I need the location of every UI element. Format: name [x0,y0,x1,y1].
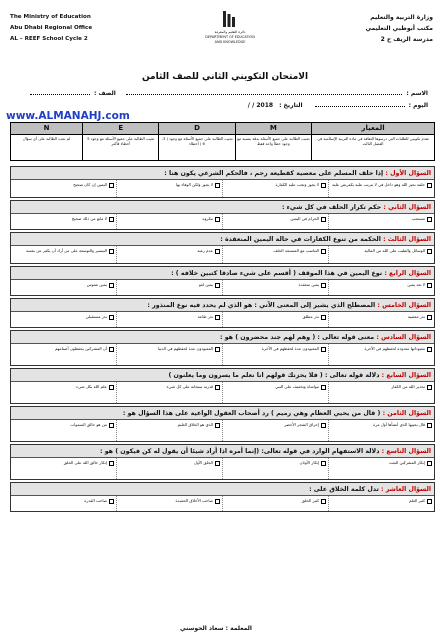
checkbox[interactable] [321,423,326,428]
option-text: إنكار الأوثان [299,460,319,465]
rubric-header: المعيار [312,123,435,135]
option-text: الحرام في اليمين [290,216,319,221]
option[interactable] [11,180,116,197]
question-header [11,299,434,312]
school-ar: مدرسة الريف ح 2 [380,36,433,43]
options-row [11,344,434,365]
option[interactable] [116,458,222,479]
option[interactable] [328,280,434,295]
checkbox[interactable] [427,249,432,254]
option-text: عدم رغبة [197,248,213,253]
question-header [11,483,434,496]
question-label: السؤال العاشر : [381,486,431,493]
question-text: دلالة قوله تعالى : ( فلا يحزنك قولهم انا نعلم ما يسرون وما يعلنون ) [168,372,380,379]
checkbox[interactable] [427,499,432,504]
question-text: نوع اليمين في هذا الموقف ( أقسم على شيء صادقا كتبين خلافه ) : [171,270,383,277]
question-text: المصطلح الذي يشير إلى المعنى الآتي : هو الذي لم يحدد فيه نوع المنذور : [147,302,376,309]
checkbox[interactable] [215,249,220,254]
question-label: السؤال الرابع : [384,270,431,277]
option-text: صاحب الأخلاق الحميدة [175,498,213,503]
option[interactable] [11,496,116,511]
checkbox[interactable] [109,423,114,428]
option-text: كثير العلم [408,498,425,503]
checkbox[interactable] [427,347,432,352]
option-text: الوسائل والطيب على الله من المالية [364,248,425,253]
exam-title: الامتحان التكويني الثاني للصف الثامن [141,72,309,82]
day-line[interactable] [315,102,405,107]
checkbox[interactable] [215,217,220,222]
question-9 [10,444,435,480]
rubric-cell: لم تجب الطالبة على أي سؤال [11,135,83,161]
rubric-header-row [11,123,435,135]
ministry-ar: وزارة التربية والتعليم [370,14,433,21]
option-text: اليمين إن كان صحيح [73,182,107,187]
checkbox[interactable] [109,283,114,288]
checkbox[interactable] [321,217,326,222]
ministry-en: The Ministry of Education [10,14,91,20]
checkbox[interactable] [427,183,432,188]
option[interactable] [222,420,328,441]
rubric-body-row [11,135,435,161]
teacher-name: المعلمة : سعاد الحوسني [180,625,252,632]
option-text: قال يحييها الذي أنشأها أول مرة [373,422,425,427]
option[interactable] [328,496,434,511]
option[interactable] [116,344,222,365]
logo-text-en2: AND KNOWLEDGE [214,40,246,44]
question-4 [10,266,435,296]
class-label: الصف : [94,90,116,97]
option-text: معبوداتها معدودة لحفظهم في الآخرة [364,346,425,351]
name-row [30,90,428,97]
option-text: يمين غموس [86,282,107,287]
options-row [11,214,434,229]
option-text: مواساة وتخفيف على النبي [275,384,319,389]
checkbox[interactable] [427,217,432,222]
rubric-cell: تجيب الطالبة على جميع الأسئلة مع وجود 5 أخطاء فأكثر [83,135,159,161]
option[interactable] [116,312,222,327]
checkbox[interactable] [321,315,326,320]
name-label: الاسم : [406,90,428,97]
options-row [11,382,434,403]
checkbox[interactable] [215,499,220,504]
checkbox[interactable] [109,385,114,390]
option-text: نذر مستقبلي [85,314,107,319]
checkbox[interactable] [215,385,220,390]
option[interactable] [222,312,328,327]
question-header [11,233,434,246]
question-10 [10,482,435,512]
option[interactable] [328,458,434,479]
option-text: التيسير والتوسعة على من أراد أن يكفر عن نفسه [26,248,107,253]
checkbox[interactable] [321,347,326,352]
option[interactable] [11,344,116,365]
options-row [11,180,434,197]
option[interactable] [116,420,222,441]
question-text: معنى قوله تعالى : ( وهم لهم جند محضرون ) هو : [220,334,375,341]
question-label: السؤال الثاني : [383,204,431,211]
option-text: المعبودون عدة لحفظهم في الدنيا [158,346,213,351]
question-8 [10,406,435,442]
option-text: إحراق الشجر الأخضر [284,422,319,427]
checkbox[interactable] [109,499,114,504]
option[interactable] [11,214,116,229]
logo-text-en1: DEPARTMENT OF EDUCATION [205,35,255,39]
option[interactable] [222,382,328,403]
office-en: Abu Dhabi Regional Office [10,25,93,31]
option-text: تحذير الله من الكفار [391,384,425,389]
date-label: التاريخ : [279,102,303,109]
option[interactable] [328,214,434,229]
watermark: www.ALMANAHJ.com [6,110,130,122]
option[interactable] [222,496,328,511]
date-value: / / 2018 [247,102,274,109]
checkbox[interactable] [215,315,220,320]
question-label: السؤال الأول : [385,170,431,177]
option[interactable] [328,420,434,441]
question-header [11,369,434,382]
question-label: السؤال السابع : [381,372,431,379]
logo-emblem-icon [222,10,236,28]
question-6 [10,330,435,366]
options-row [11,420,434,441]
question-1 [10,166,435,198]
option-text: لا يجوز ولكن الوفاء بها [175,182,213,187]
option[interactable] [11,280,116,295]
question-label: السؤال الثامن : [382,410,431,417]
option-text: نذر مطلق [302,314,319,319]
question-label: السؤال التاسع : [381,448,431,455]
office-ar: مكتب أبوظبي التعليمي [365,25,433,32]
checkbox[interactable] [427,315,432,320]
option[interactable] [222,246,328,263]
option-text: حلفه نجيز الله وهو داخل في لا يترتب عليه بكفرنص عليه [332,182,425,187]
rubric-cell: تقدم تكويني للطلبات التي درسوها الثقافة في مادة التربية الإسلامية في الفصل الثالث [312,135,435,161]
option-text: قدرته سبحانه على كل شيء [166,384,213,389]
rubric-header: M [235,123,311,135]
checkbox[interactable] [321,283,326,288]
rubric-cell: تجيب الطالبة على جميع الأسئلة مع وجود ( 3-6 ) أخطاء [159,135,235,161]
option-text: لا يجوز وتجب عليه الكفارة [275,182,319,187]
day-label: اليوم : [408,102,428,109]
options-row [11,496,434,511]
checkbox[interactable] [321,385,326,390]
logo-text-ar: دائرة التعليم والمعرفة [214,30,246,34]
option[interactable] [11,420,116,441]
checkbox[interactable] [109,217,114,222]
question-label: السؤال السادس : [376,334,431,341]
options-row [11,312,434,327]
question-header [11,445,434,458]
option-text: نذر معصية [407,314,425,319]
option-text: الخلق الأول [193,460,213,465]
option-text: أن المشركين يحفظون أصنامهم [54,346,107,351]
header-left [10,12,130,45]
option[interactable] [11,382,116,403]
school-en: AL – REEF School Cycle 2 [10,36,88,42]
checkbox[interactable] [215,347,220,352]
header-right [323,12,433,45]
option[interactable] [222,344,328,365]
checkbox[interactable] [109,461,114,466]
question-label: السؤال الثالث : [383,236,431,243]
question-header [11,407,434,420]
option[interactable] [116,214,222,229]
checkbox[interactable] [427,385,432,390]
question-3 [10,232,435,264]
checkbox[interactable] [321,249,326,254]
rubric-cell: تجيب الطالبة على جميع الأسئلة بدقة بنسبة مع وجود خطأ واحد فقط [235,135,311,161]
question-text: ( قال من يحيي العظام وهي رميم ) رد أصحاب العقول الواعية على هذا السؤال هو : [122,410,381,417]
option-text: لا مانع من ذلك صحيح [71,216,107,221]
checkbox[interactable] [427,283,432,288]
option[interactable] [222,458,328,479]
question-text: تدل كلمة الخلاق على : [309,486,379,493]
option-text: إنكار المشركين البعث [388,460,425,465]
date-row [30,102,428,109]
rubric-header: E [83,123,159,135]
department-logo [195,10,265,48]
checkbox[interactable] [321,499,326,504]
question-label: السؤال الخامس : [377,302,431,309]
checkbox[interactable] [215,461,220,466]
option-text: من هو خالق السموات [70,422,107,427]
checkbox[interactable] [215,283,220,288]
question-text: إذا حلف المسلم على معصية كقطيعة رحم ، فالحكم الشرعي يكون هنا : [164,170,384,177]
checkbox[interactable] [215,183,220,188]
option-text: مكروه [202,216,213,221]
rubric-table [10,122,435,161]
question-header [11,331,434,344]
question-2 [10,200,435,230]
option[interactable] [222,180,328,197]
option-text: التناسب مع المستجد الحلف [273,248,319,253]
option-text: المعبودون عدة لحفظهم في الآخرة [261,346,319,351]
checkbox[interactable] [427,423,432,428]
option[interactable] [11,312,116,327]
checkbox[interactable] [321,461,326,466]
question-text: دلالة الاستفهام الوارد في قوله تعالى: (إنما أمره اذا أراد شيئا أن يقول له كن فيكون ) هو : [99,448,380,455]
class-line[interactable] [30,90,90,95]
checkbox[interactable] [321,183,326,188]
question-header [11,201,434,214]
option-text: كثير الخلق [301,498,319,503]
checkbox[interactable] [215,423,220,428]
rubric-header: N [11,123,83,135]
option[interactable] [328,246,434,263]
option[interactable] [116,382,222,403]
question-text: الحكمة من تنوع الكفارات في حالة اليمين المنعقدة : [220,236,381,243]
checkbox[interactable] [109,249,114,254]
option[interactable] [11,246,116,263]
checkbox[interactable] [109,315,114,320]
question-header [11,267,434,280]
options-row [11,246,434,263]
option[interactable] [222,280,328,295]
option-text: مستحب [411,216,425,221]
question-header [11,167,434,180]
options-row [11,458,434,479]
option-text: يمين لغو [198,282,213,287]
option-text: الذي هو الخلاق العليم [177,422,213,427]
question-7 [10,368,435,404]
options-row [11,280,434,295]
option[interactable] [328,180,434,197]
question-text: حكم تكرار الحلف في كل شيء : [281,204,382,211]
option[interactable] [328,344,434,365]
option[interactable] [116,180,222,197]
checkbox[interactable] [109,347,114,352]
checkbox[interactable] [427,461,432,466]
rubric-header: D [159,123,235,135]
question-5 [10,298,435,328]
option-text: علم الله بكل شيء [76,384,107,389]
option[interactable] [222,214,328,229]
option[interactable] [116,280,222,295]
option[interactable] [116,496,222,511]
name-line[interactable] [126,90,403,95]
checkbox[interactable] [109,183,114,188]
option[interactable] [116,246,222,263]
option[interactable] [328,312,434,327]
option[interactable] [328,382,434,403]
option-text: إنكار خالق الله على الخلق [63,460,107,465]
option-text: لا تعد يمين [407,282,425,287]
option[interactable] [11,458,116,479]
option-text: يمين منعقدة [298,282,319,287]
option-text: نذر طاعة [197,314,213,319]
option-text: صاحب القدرة [84,498,107,503]
